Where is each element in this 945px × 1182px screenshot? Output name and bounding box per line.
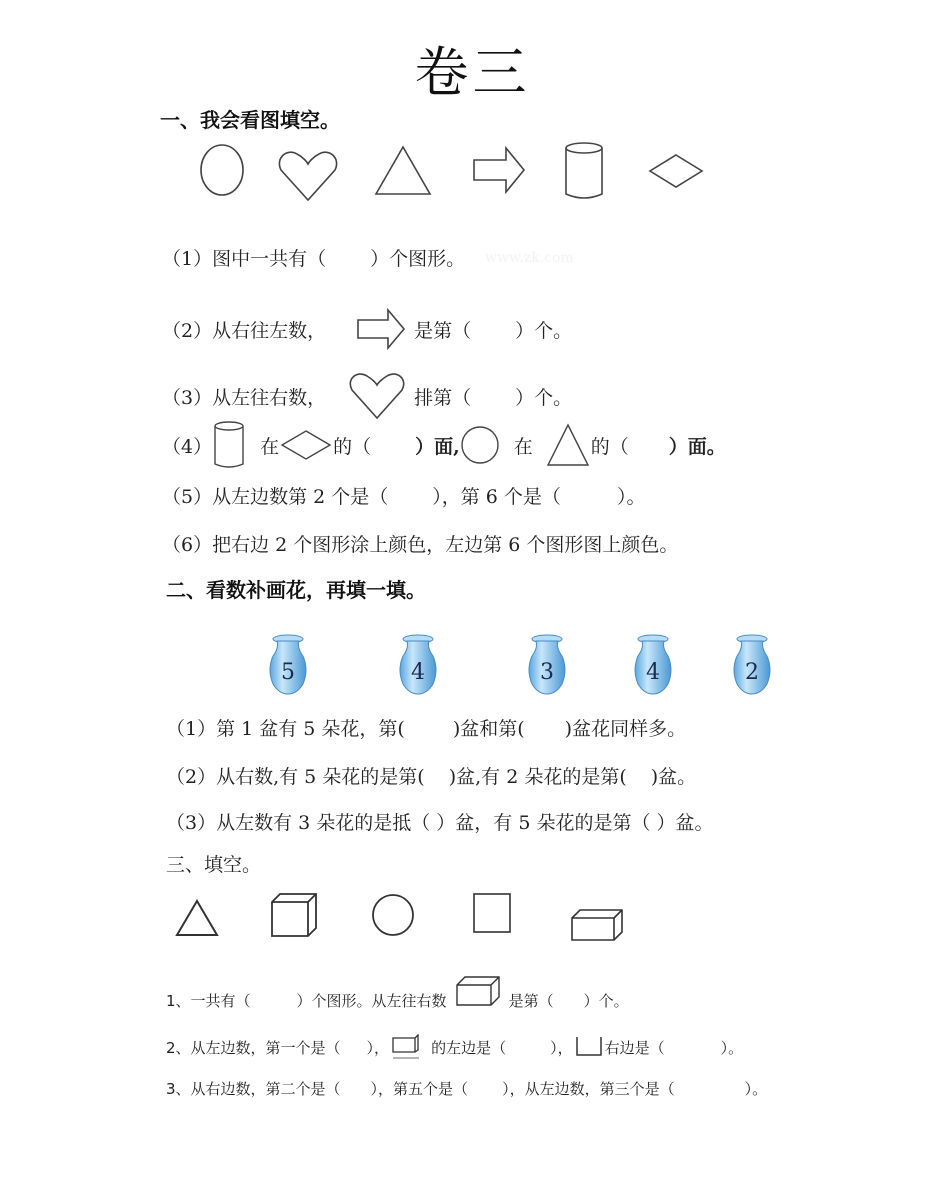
s1-question-5: （5）从左边数第 2 个是（ ），第 6 个是（ ）。 — [162, 486, 646, 508]
s3-question-1: 1、一共有（ ）个图形。从左往右数 是第（ ）个。 — [166, 970, 629, 1011]
vase-3 — [524, 634, 570, 698]
diamond-icon — [646, 152, 706, 190]
vase-number: 4 — [411, 660, 425, 685]
s3-question-2: 2、从左边数，第一个是（ ）， 的左边是（ ）， 右边是（ ）。 — [166, 1034, 743, 1060]
arrow-right-icon — [356, 308, 406, 350]
circle-icon — [370, 892, 416, 938]
s1-question-4: （4） 在 的（ ）面, 在 的（ ）面。 — [162, 420, 726, 470]
circle-icon — [460, 425, 500, 465]
heart-icon — [277, 150, 339, 202]
section3-heading: 三、填空。 — [166, 854, 262, 876]
cuboid-icon — [455, 975, 501, 1007]
vase-number: 3 — [540, 660, 554, 685]
vase-1 — [265, 634, 311, 698]
cube-icon — [270, 892, 320, 938]
triangle-icon — [174, 898, 220, 938]
vase-number: 4 — [646, 660, 660, 685]
arrow-right-icon — [472, 146, 526, 194]
section2-heading: 二、看数补画花，再填一填。 — [166, 578, 426, 602]
s2-question-3: （3）从左数有 3 朵花的是抵（ ）盆，有 5 朵花的是第（ ）盆。 — [166, 812, 714, 834]
vase-number: 5 — [281, 660, 295, 685]
s1-question-1: （1）图中一共有（ ）个图形。 www.zk.com — [162, 248, 574, 270]
square-icon — [575, 1035, 603, 1059]
s2-question-2: （2）从右数,有 5 朵花的是第( )盆,有 2 朵花的是第( )盆。 — [166, 766, 697, 788]
vase-5 — [729, 634, 775, 698]
vase-2 — [395, 634, 441, 698]
diamond-icon — [279, 428, 333, 462]
heart-icon — [348, 372, 406, 420]
s1-question-3: （3）从左往右数， 排第（ ）个。 — [162, 372, 572, 420]
watermark: www.zk.com — [485, 249, 574, 266]
circle-icon — [198, 142, 246, 198]
triangle-icon — [545, 423, 591, 467]
page-title: 卷三 — [414, 41, 531, 104]
cylinder-icon — [212, 420, 246, 470]
s3-question-3: 3、从右边数，第二个是（ ），第五个是（ ），从左边数，第三个是（ ）。 — [166, 1080, 768, 1098]
vase-number: 2 — [745, 660, 759, 685]
square-icon — [472, 892, 512, 934]
cube-icon — [391, 1034, 421, 1060]
section1-heading: 一、我会看图填空。 — [160, 108, 340, 132]
s1-question-2: （2）从右往左数， 是第（ ）个。 — [162, 308, 572, 350]
s2-question-1: （1）第 1 盆有 5 朵花，第( )盆和第( )盆花同样多。 — [166, 718, 687, 740]
vase-4 — [630, 634, 676, 698]
triangle-icon — [372, 144, 434, 198]
cuboid-icon — [570, 908, 624, 942]
cylinder-icon — [562, 140, 606, 202]
s1-question-6: （6）把右边 2 个图形涂上颜色，左边第 6 个图形图上颜色。 — [162, 534, 679, 556]
